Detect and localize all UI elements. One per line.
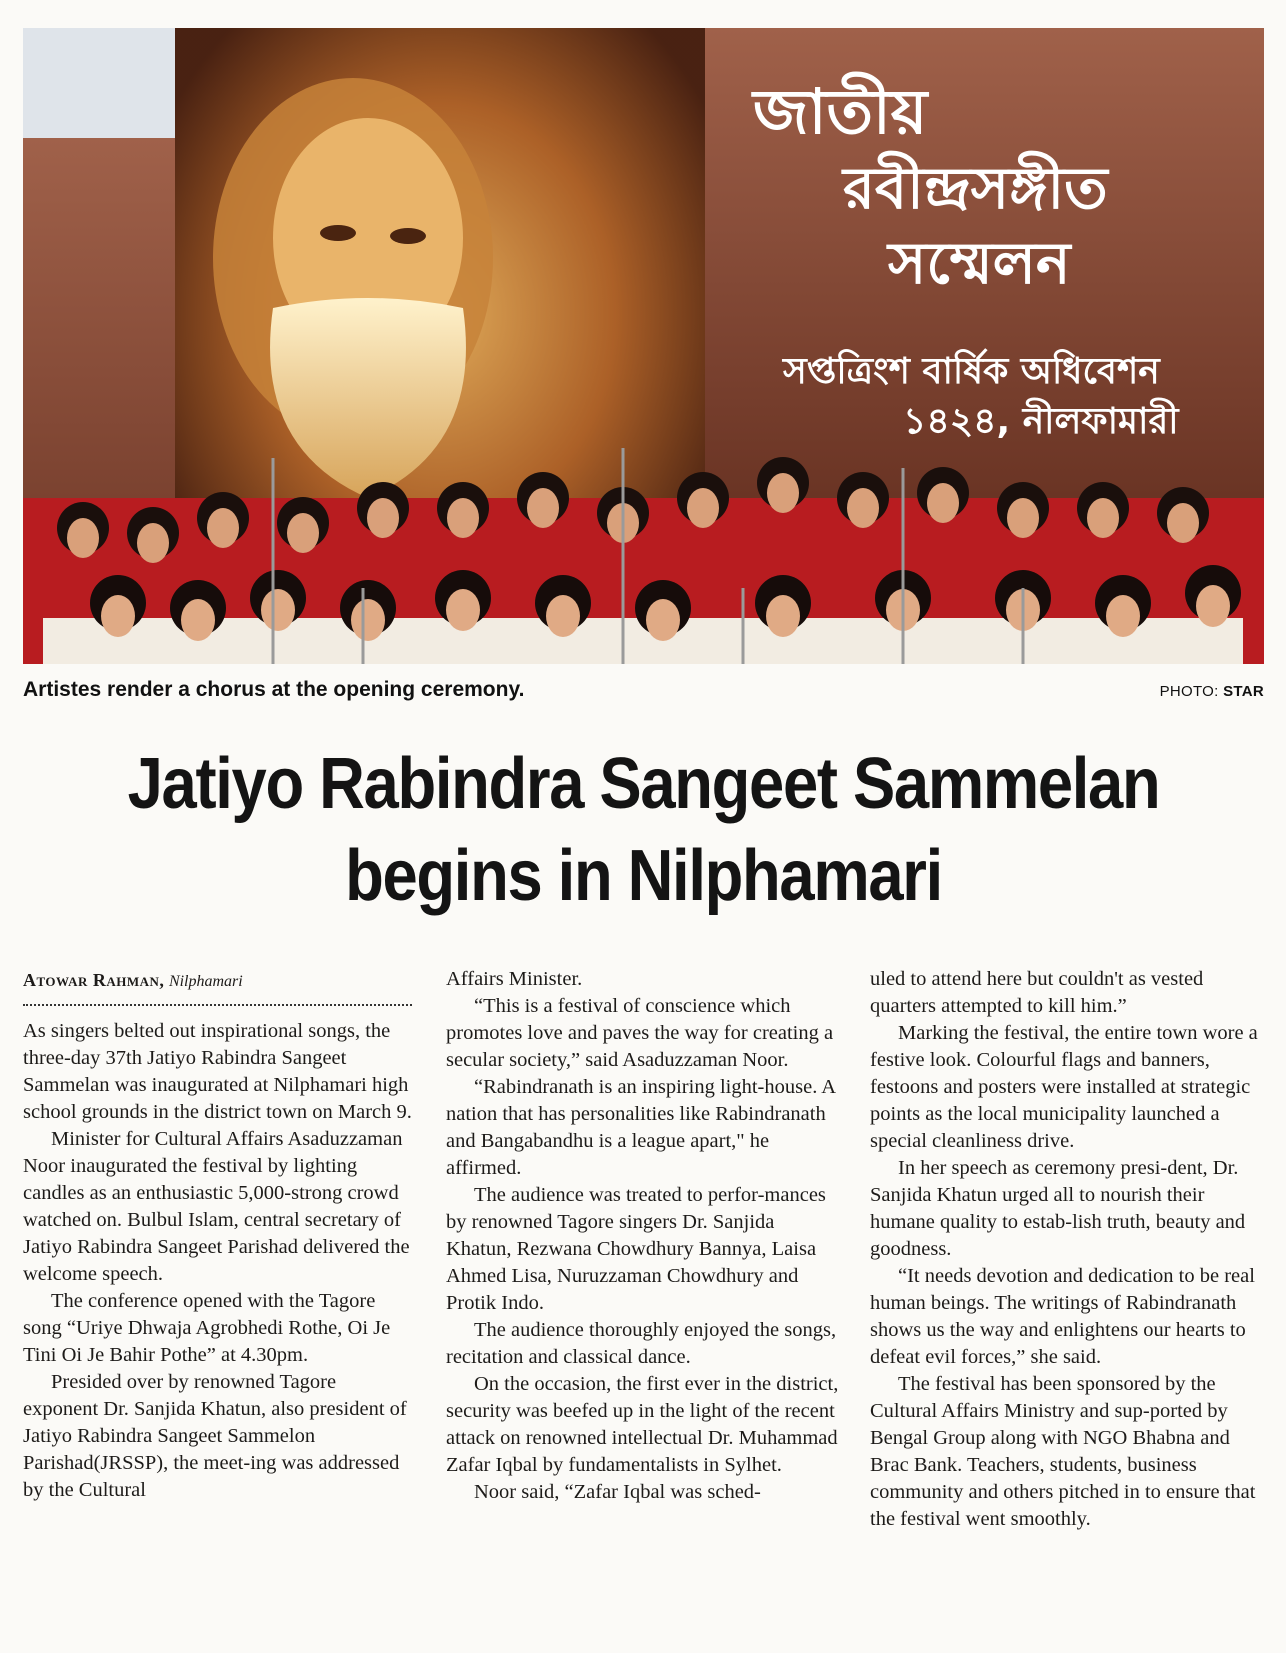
photo-credit: [1160, 683, 1264, 700]
byline: [23, 966, 416, 994]
banner-subtitle: সপ্তত্রিংশ বার্ষিক অধিবেশন: [783, 351, 1160, 392]
article-column-2: [446, 966, 839, 1506]
article-photo: [23, 28, 1264, 664]
photo-credit-source: STAR: [1223, 683, 1264, 700]
banner-year-place: ১৪২৪, নীলফামারী: [903, 401, 1179, 442]
article-column-3: [870, 966, 1263, 1533]
banner-title-line-1: জাতীয়: [753, 75, 928, 148]
headline-line-2: begins in Nilphamari: [345, 836, 942, 916]
photo-caption: Artistes render a chorus at the opening ceremony.: [23, 678, 525, 701]
byline-divider: [23, 994, 412, 1006]
headline-line-1: Jatiyo Rabindra Sangeet Sammelan: [127, 744, 1160, 824]
paragraph: uled to attend here but couldn't as vested quarters attempted to kill him.”: [870, 968, 1204, 1017]
paragraph: The audience thoroughly enjoyed the songs, recitation and classical dance.: [446, 1319, 837, 1368]
banner-title-line-3: সম্মেলন: [888, 229, 1071, 297]
article-column-1: [23, 966, 416, 1504]
paragraph: Minister for Cultural Affairs Asaduzzaman Noor inaugurated the festival by lighting candles as an enthusiastic 5,000-strong crowd watched on. Bulbul Islam, central secretary of Jatiyo Rabindra Sangeet Parishad delivered the welcome speech.: [23, 1128, 410, 1285]
banner-title-line-2: রবীন্দ্রসঙ্গীত: [843, 154, 1108, 222]
chorus-photo-illustration: [23, 28, 1264, 664]
author-location: Nilphamari: [168, 973, 243, 990]
article-headline: [97, 738, 1189, 922]
paragraph: “It needs devotion and dedication to be real human beings. The writings of Rabindranath shows us the way and enlightens our hearts to defeat evil forces,” she said.: [870, 1265, 1255, 1368]
paragraph: Affairs Minister.: [446, 968, 583, 990]
photo-credit-label: PHOTO:: [1159, 683, 1219, 700]
paragraph: The festival has been sponsored by the Cultural Affairs Ministry and sup-ported by Bengal Group along with NGO Bhabna and Brac Bank. Teachers, students, business community and others pitched in to ensure that the festival went smoothly.: [870, 1373, 1256, 1530]
photo-caption-row: [23, 678, 1264, 708]
paragraph: Marking the festival, the entire town wore a festive look. Colourful flags and banners, festoons and posters were installed at strategic points as the local municipality launched a special cleanliness drive.: [870, 1022, 1258, 1152]
paragraph: “Rabindranath is an inspiring light-house. A nation that has personalities like Rabindranath and Bangabandhu is a league apart," he affirmed.: [446, 1076, 835, 1179]
paragraph: Noor said, “Zafar Iqbal was sched-: [474, 1481, 761, 1503]
paragraph: Presided over by renowned Tagore exponent Dr. Sanjida Khatun, also president of Jatiyo Rabindra Sangeet Sammelon Parishad(JRSSP), the meet-ing was addressed by the Cultural: [23, 1371, 407, 1501]
article-body: [23, 966, 1264, 1626]
paragraph: As singers belted out inspirational songs, the three-day 37th Jatiyo Rabindra Sangeet Sammelan was inaugurated at Nilphamari high school grounds in the district town on March 9.: [23, 1020, 412, 1123]
paragraph: “This is a festival of conscience which promotes love and paves the way for creating a secular society,” said Asaduzzaman Noor.: [446, 995, 834, 1071]
paragraph: The conference opened with the Tagore song “Uriye Dhwaja Agrobhedi Rothe, Oi Je Tini Oi Je Bahir Pothe” at 4.30pm.: [23, 1290, 391, 1366]
author-name: Atowar Rahman,: [23, 970, 165, 990]
paragraph: On the occasion, the first ever in the district, security was beefed up in the light of the recent attack on renowned intellectual Dr. Muhammad Zafar Iqbal by fundamentalists in Sylhet.: [446, 1373, 839, 1476]
paragraph: In her speech as ceremony presi-dent, Dr. Sanjida Khatun urged all to nourish their humane quality to estab-lish truth, beauty and goodness.: [870, 1157, 1246, 1260]
paragraph: The audience was treated to perfor-mances by renowned Tagore singers Dr. Sanjida Khatun, Rezwana Chowdhury Bannya, Laisa Ahmed Lisa, Nuruzzaman Chowdhury and Protik Indo.: [446, 1184, 826, 1314]
